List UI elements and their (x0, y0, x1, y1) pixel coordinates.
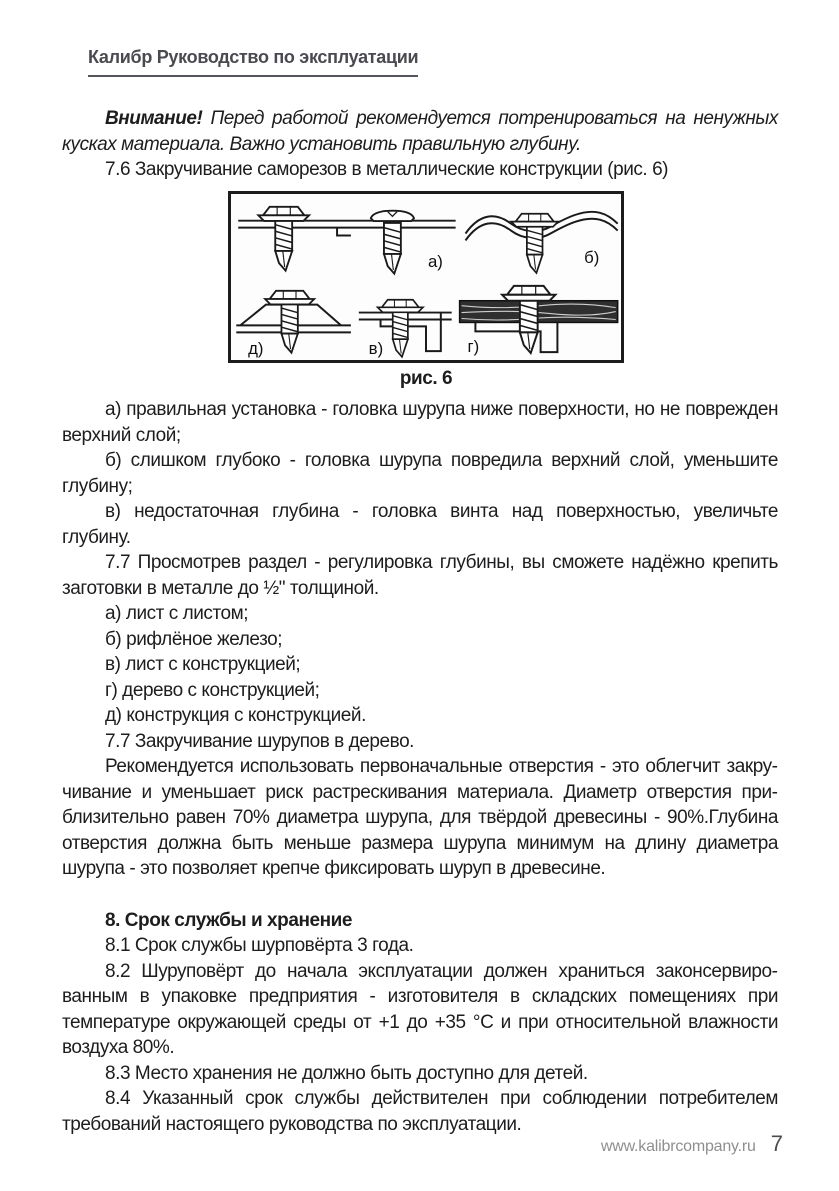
screw-d (265, 290, 314, 352)
warning-label: Внимание! (105, 108, 203, 129)
paragraph: д) конструкция с конструкцией. (105, 705, 366, 726)
paragraph: а) правильная установка - головка шурупа ниже поверхности, но не поврежден верхний слой; (62, 399, 778, 446)
paragraph: в) лист с конструкцией; (105, 654, 301, 675)
paragraph: 7.7 Просмотрев раздел - регулировка глубины, вы сможете надёжно крепить заготовки в металле до ½" толщиной. (62, 552, 778, 599)
sheet-metal-lines (238, 220, 455, 235)
figure-6-illustration (231, 194, 621, 360)
footer-website: www.kalibrcompany.ru (600, 1138, 756, 1155)
paragraph: 7.7 Закручивание шурупов в дерево. (105, 730, 415, 752)
paragraph: б) слишком глубоко - головка шурупа повредила верхний слой, уменьшите глубину; (62, 450, 778, 497)
paragraph: б) рифлёное железо; (105, 628, 283, 650)
section-8-paragraphs (62, 933, 778, 1137)
wood-bracket (460, 300, 618, 351)
section-8-heading: 8. Срок службы и хранение (105, 909, 352, 931)
paragraph: г) дерево с конструкцией; (105, 679, 320, 701)
paragraph: Рекомендуется использовать первоначальные отверстия - это облегчит закручивание и уменьшает риск растрескивания материала. Диаметр отверстия приблизительно равен 70% диаметра шурупа, для твёрдой древесины - 90%.Глубина отверстия должна быть меньше размера шурупа минимум на длину диаметра шурупа - это позволяет крепче фиксировать шуруп в древесине. (62, 756, 778, 879)
warning-paragraph (62, 106, 778, 157)
figure-label-g: г) (467, 336, 480, 356)
figure-label-b: б) (584, 247, 600, 267)
page-footer (601, 1131, 783, 1157)
figure-label-d: д) (248, 338, 264, 358)
figure-label-a: а) (427, 251, 443, 271)
paragraph: 8.3 Место хранения не должно быть доступно для детей. (105, 1062, 588, 1084)
body-paragraphs (62, 397, 778, 882)
screw-a2 (371, 210, 414, 273)
paragraph: 8.2 Шуруповёрт до начала эксплуатации должен храниться законсервированным в упаковке предприятия - изготовителя в складских помещениях при температуре окружающей среды от +1 до +35 °С и при относительной влажности воздуха 80%. (62, 960, 778, 1058)
figure-6 (74, 191, 778, 363)
warning-text: Перед работой рекомендуется потренироваться на ненужных кусках материала. Важно установить правильную глубину. (62, 108, 778, 155)
screw-a1 (258, 206, 309, 270)
page-header (88, 47, 418, 77)
figure-6-frame (228, 191, 624, 363)
screw-v (378, 299, 423, 356)
page-number: 7 (770, 1131, 783, 1156)
figure-label-v: в) (368, 338, 384, 358)
page-content (62, 106, 778, 1137)
figure-caption: рис. 6 (399, 367, 453, 389)
paragraph: 8.1 Срок службы шурповёрта 3 года. (105, 935, 414, 956)
screw-b (511, 213, 558, 272)
manual-title: Калибр Руководство по эксплуатации (88, 47, 418, 77)
paragraph: а) лист с листом; (105, 603, 249, 624)
paragraph: в) недостаточная глубина - головка винта над поверхностью, увеличьте глубину. (62, 501, 778, 548)
paragraph: 8.4 Указанный срок службы действителен при соблюдении потребителем требований настоящего руководства по эксплуатации. (62, 1088, 778, 1135)
section-7-6-line: 7.6 Закручивание саморезов в металлические конструкции (рис. 6) (105, 159, 669, 180)
